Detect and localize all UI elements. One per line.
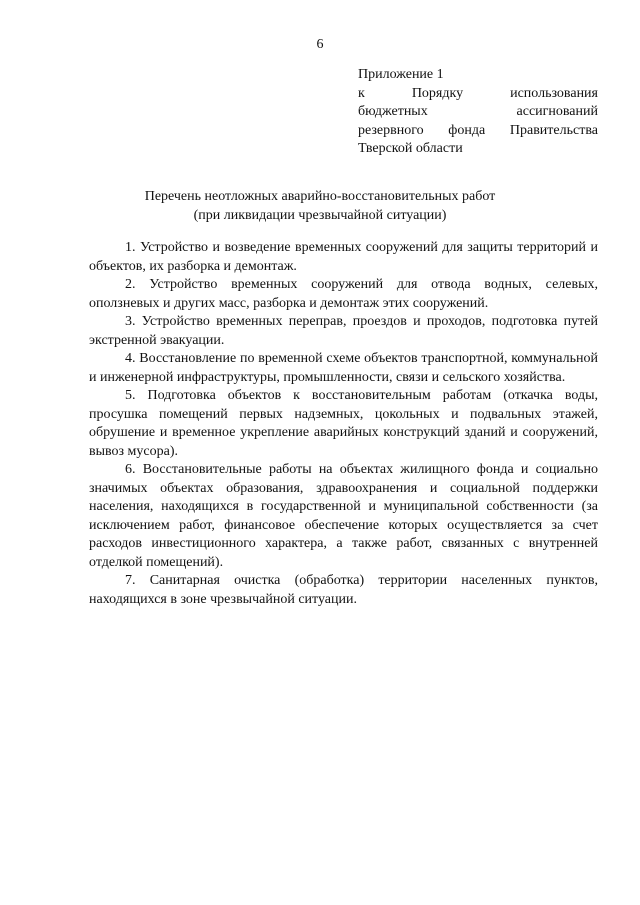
list-item: 3. Устройство временных переправ, проездов и проходов, подготовка путей экстренной эвакуации. [89,314,598,348]
appendix-line-1: Приложение 1 [358,67,444,82]
list-item: 2. Устройство временных сооружений для отвода водных, селевых, оползневых и других масс, разборка и демонтаж этих сооружений. [89,277,598,311]
appendix-word: бюджетных [358,104,428,119]
list-item: 5. Подготовка объектов к восстановительным работам (откачка воды, просушка помещений первых надземных, цокольных и подвальных этажей, обрушение и временное укрепление аварийных конструкций зданий и сооружений, вывоз мусора). [89,388,598,459]
appendix-line-5: Тверской области [358,141,463,156]
list-item: 4. Восстановление по временной схеме объектов транспортной, коммунальной и инженерной инфраструктуры, промышленности, связи и сельского хозяйства. [89,351,598,385]
document-title [0,188,640,225]
appendix-word: использования [510,85,598,101]
list-item: 1. Устройство и возведение временных сооружений для защиты территорий и объектов, их разборка и демонтаж. [89,240,598,274]
appendix-word: к [358,85,365,101]
appendix-word: Порядку [411,85,464,101]
appendix-header [358,66,598,159]
title-line-1: Перечень неотложных аварийно-восстановительных работ [144,189,496,204]
title-line-2: (при ликвидации чрезвычайной ситуации) [193,207,447,223]
appendix-line-2 [358,85,598,104]
appendix-word: Правительства [509,122,598,138]
appendix-word: фонда [448,122,486,138]
appendix-line-3 [358,103,598,122]
appendix-word: резервного [358,122,424,138]
work-list [89,239,598,609]
appendix-word: ассигнований [516,104,598,119]
list-item: 7. Санитарная очистка (обработка) территории населенных пунктов, находящихся в зоне чрезвычайной ситуации. [89,573,598,607]
page-number: 6 [316,37,324,52]
appendix-line-4 [358,122,598,141]
list-item: 6. Восстановительные работы на объектах жилищного фонда и социально значимых объектах образования, здравоохранения и социальной поддержки населения, находящихся в государственной и муниципальной собственности (за исключением работ, финансовое обеспечение которых осуществляется за счет расходов инвестиционного характера, а также работ, связанных с внутренней отделкой помещений). [89,462,598,570]
